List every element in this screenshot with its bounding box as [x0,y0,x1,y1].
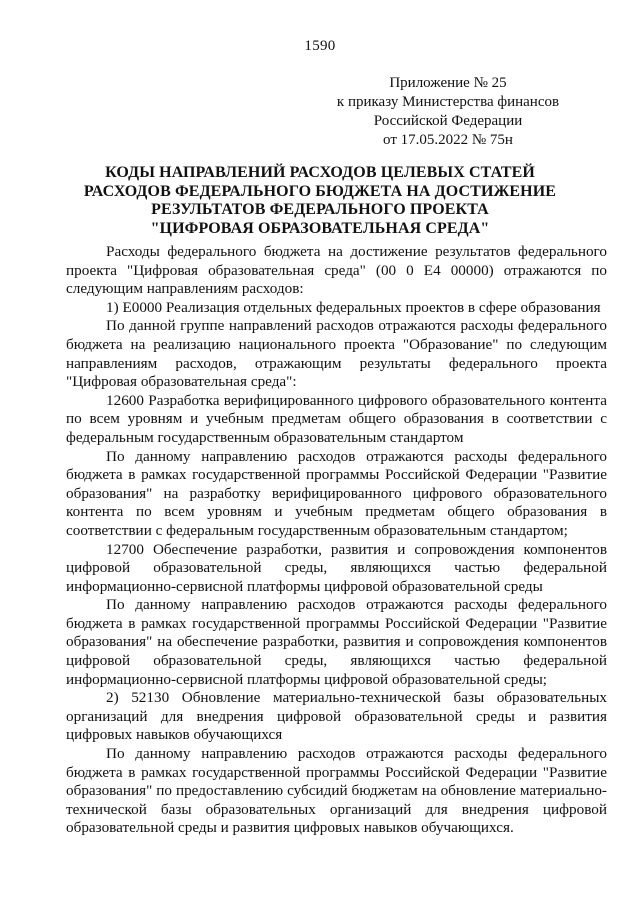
paragraph: По данному направлению расходов отражаются расходы федерального бюджета в рамках государственной программы Российской Федерации "Развитие образования" на разработку верифицированного цифрового образовательного контента по всем уровням и учебным предметам общего образования в соответствии с федеральным государственным образовательным стандартом; [66,447,607,539]
title-line: КОДЫ НАПРАВЛЕНИЙ РАСХОДОВ ЦЕЛЕВЫХ СТАТЕЙ [105,164,535,181]
document-body [66,243,607,838]
title-line: РАСХОДОВ ФЕДЕРАЛЬНОГО БЮДЖЕТА НА ДОСТИЖЕНИЕ [83,182,557,200]
appendix-line: от 17.05.2022 № 75н [383,132,513,148]
appendix-line: Российской Федерации [373,113,523,129]
document-title [60,164,580,238]
paragraph: По данной группе направлений расходов отражаются расходы федерального бюджета на реализацию национального проекта "Образование" по следующим направлениям расходов, отражающим результаты федерального проекта "Цифровая образовательная среда": [66,317,607,391]
appendix-block [318,74,578,150]
title-line: РЕЗУЛЬТАТОВ ФЕДЕРАЛЬНОГО ПРОЕКТА [151,201,489,218]
appendix-line: Приложение № 25 [389,75,507,91]
paragraph-section-1: 1) Е0000 Реализация отдельных федеральных проектов в сфере образования [106,298,601,316]
paragraph-section-2: 2) 52130 Обновление материально-технической базы образовательных организаций для внедрения цифровой образовательной среды и развития цифровых навыков обучающихся [66,689,607,744]
appendix-line: к приказу Министерства финансов [336,94,560,110]
paragraph-code-12700: 12700 Обеспечение разработки, развития и сопровождения компонентов цифровой образовательной среды, являющихся частью федеральной информационно-сервисной платформы цифровой образовательной среды [66,540,607,595]
paragraph-intro: Расходы федерального бюджета на достижение результатов федерального проекта "Цифровая образовательная среда" (00 0 Е4 00000) отражаются по следующим направлениям расходов: [66,243,607,298]
title-line: "ЦИФРОВАЯ ОБРАЗОВАТЕЛЬНАЯ СРЕДА" [150,219,490,237]
paragraph-code-12600: 12600 Разработка верифицированного цифрового образовательного контента по всем уровням и учебным предметам общего образования в соответствии с федеральным государственным образовательным стандартом [66,391,607,446]
paragraph: По данному направлению расходов отражаются расходы федерального бюджета в рамках государственной программы Российской Федерации "Развитие образования" по предоставлению субсидий бюджетам на обновление материально-технической базы образовательных организаций для внедрения цифровой образовательной среды и развития цифровых навыков обучающихся. [66,745,607,837]
paragraph: По данному направлению расходов отражаются расходы федерального бюджета в рамках государственной программы Российской Федерации "Развитие образования" на обеспечение разработки, развития и сопровождения компонентов цифровой образовательной среды, являющихся частью федеральной информационно-сервисной платформы цифровой образовательной среды; [66,596,607,688]
page-number: 1590 [304,38,336,54]
